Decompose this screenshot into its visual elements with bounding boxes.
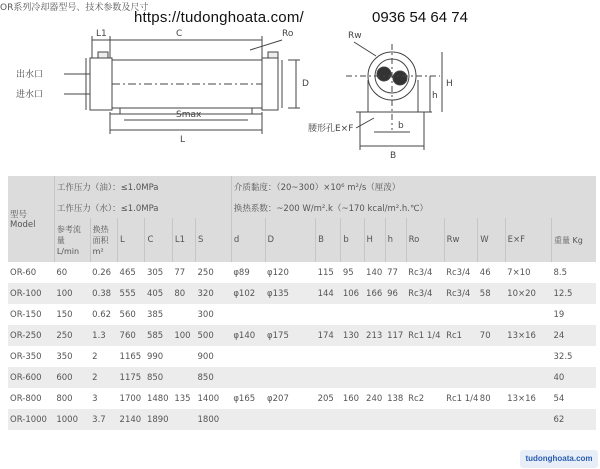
table-cell: 300 (196, 304, 232, 325)
table-cell (172, 367, 195, 388)
col-header: h (385, 218, 406, 262)
table-cell (505, 346, 551, 367)
table-cell: φ135 (265, 283, 316, 304)
table-cell: 19 (552, 304, 596, 325)
col-header: B (316, 218, 341, 262)
table-cell (341, 346, 364, 367)
table-cell (364, 367, 385, 388)
table-cell: 166 (364, 283, 385, 304)
table-cell (341, 304, 364, 325)
model-cell: OR-250 (8, 325, 54, 346)
dim-b: b (398, 121, 404, 131)
table-cell: 0.38 (90, 283, 117, 304)
table-cell: Rc1 (444, 325, 478, 346)
table-cell (385, 367, 406, 388)
table-row (8, 262, 596, 283)
table-row (8, 304, 596, 325)
col-header: C (145, 218, 172, 262)
col-header: E×F (505, 218, 551, 262)
table-cell: 58 (478, 283, 505, 304)
table-cell: 0.62 (90, 304, 117, 325)
table-cell: φ102 (231, 283, 265, 304)
dim-B: B (390, 151, 397, 161)
table-cell (364, 409, 385, 430)
table-cell: 12.5 (552, 283, 596, 304)
table-cell: 140 (364, 262, 385, 283)
outlet-label: 出水口 (16, 70, 44, 80)
table-cell: 1175 (118, 367, 145, 388)
table-cell (505, 304, 551, 325)
table-cell: 138 (385, 388, 406, 409)
table-cell (316, 304, 341, 325)
dim-D: D (302, 79, 309, 89)
model-header (8, 176, 54, 262)
table-cell: 60 (54, 262, 90, 283)
table-cell: 600 (54, 367, 90, 388)
table-cell: 106 (341, 283, 364, 304)
table-cell: Rc3/4 (444, 262, 478, 283)
spec-title: OR系列冷却器型号、技术参数及尺寸 (0, 3, 149, 13)
table-cell: φ175 (265, 325, 316, 346)
table-cell (505, 409, 551, 430)
pressure-oil: 工作压力（油）：≤1.0MPa (54, 176, 231, 197)
table-cell: 8.5 (552, 262, 596, 283)
table-cell: 46 (478, 262, 505, 283)
table-cell (406, 367, 444, 388)
table-cell: 54 (552, 388, 596, 409)
dim-H: H (446, 79, 453, 89)
table-cell: Rc1 1/4 (406, 325, 444, 346)
table-cell (341, 409, 364, 430)
table-cell (444, 304, 478, 325)
dim-C: C (176, 29, 183, 39)
table-cell (478, 367, 505, 388)
table-cell (444, 367, 478, 388)
table-cell (172, 409, 195, 430)
table-cell: 10×20 (505, 283, 551, 304)
table-cell: 130 (341, 325, 364, 346)
model-cell: OR-800 (8, 388, 54, 409)
col-header: S (196, 218, 232, 262)
table-cell: 1.3 (90, 325, 117, 346)
table-cell: 100 (54, 283, 90, 304)
dim-L: L (180, 135, 186, 145)
col-header: L1 (172, 218, 195, 262)
table-cell: 760 (118, 325, 145, 346)
table-cell (265, 409, 316, 430)
dim-L1: L1 (96, 29, 107, 39)
table-cell (341, 367, 364, 388)
table-cell: 900 (196, 346, 232, 367)
dim-Smax: Smax (176, 110, 202, 120)
table-cell (265, 346, 316, 367)
table-cell (316, 409, 341, 430)
table-cell (265, 367, 316, 388)
table-cell (364, 304, 385, 325)
viscosity: 介质黏度：（20~300）×10⁶ m²/s（厘泼） (231, 176, 596, 197)
table-cell: 405 (145, 283, 172, 304)
area-header: 换热面积 m² (90, 218, 117, 262)
table-cell: φ165 (231, 388, 265, 409)
dim-h: h (432, 91, 438, 101)
model-cell: OR-150 (8, 304, 54, 325)
table-cell: 1890 (145, 409, 172, 430)
table-row (8, 388, 596, 409)
table-cell: φ207 (265, 388, 316, 409)
table-cell (316, 367, 341, 388)
table-cell: 1000 (54, 409, 90, 430)
table-row (8, 409, 596, 430)
table-cell: φ120 (265, 262, 316, 283)
table-cell: 250 (196, 262, 232, 283)
col-header: Ro (406, 218, 444, 262)
model-label-en: Model (10, 220, 36, 230)
table-cell: 2140 (118, 409, 145, 430)
table-row (8, 346, 596, 367)
table-cell (478, 346, 505, 367)
table-cell: 2 (90, 367, 117, 388)
table-cell: 80 (478, 388, 505, 409)
weight-header: 重量 Kg (552, 218, 596, 262)
table-cell: 77 (385, 262, 406, 283)
table-cell (172, 304, 195, 325)
table-cell: Rc3/4 (406, 262, 444, 283)
table-cell: 800 (54, 388, 90, 409)
table-cell: 135 (172, 388, 195, 409)
table-cell: 174 (316, 325, 341, 346)
table-cell: 205 (316, 388, 341, 409)
col-header: L (118, 218, 145, 262)
table-cell: 80 (172, 283, 195, 304)
table-cell: 250 (54, 325, 90, 346)
table-cell: 62 (552, 409, 596, 430)
table-cell (444, 346, 478, 367)
table-cell: 1165 (118, 346, 145, 367)
website-url[interactable]: https://tudonghoata.com/ (134, 9, 304, 26)
table-cell (478, 409, 505, 430)
col-header: H (364, 218, 385, 262)
table-cell: 320 (196, 283, 232, 304)
table-cell: 585 (145, 325, 172, 346)
col-header: D (265, 218, 316, 262)
table-cell (231, 367, 265, 388)
table-cell: 144 (316, 283, 341, 304)
phone-number[interactable]: 0936 54 64 74 (372, 9, 468, 26)
inlet-label: 进水口 (16, 90, 44, 100)
table-row (8, 325, 596, 346)
pressure-water: 工作压力（水）：≤1.0MPa (54, 197, 231, 218)
table-cell: 305 (145, 262, 172, 283)
table-cell: Rc1 1/4 (444, 388, 478, 409)
watermark-logo: tudonghoata.com (520, 450, 598, 468)
model-cell: OR-60 (8, 262, 54, 283)
col-header: W (478, 218, 505, 262)
table-cell: φ89 (231, 262, 265, 283)
model-cell: OR-600 (8, 367, 54, 388)
table-cell: 160 (341, 388, 364, 409)
flow-header: 参考流量 L/min (54, 218, 90, 262)
model-cell: OR-1000 (8, 409, 54, 430)
table-cell: 1800 (196, 409, 232, 430)
model-label-cn: 型号 (10, 210, 28, 220)
table-cell (316, 346, 341, 367)
table-cell (231, 346, 265, 367)
col-header: b (341, 218, 364, 262)
table-cell: 1400 (196, 388, 232, 409)
spec-table-body (8, 262, 596, 430)
table-cell: 100 (172, 325, 195, 346)
dim-Rw: Rw (348, 31, 362, 41)
table-cell: 560 (118, 304, 145, 325)
table-cell (505, 367, 551, 388)
heat-coefficient: 换热系数：~200 W/m².k（~170 kcal/m².h.℃） (231, 197, 596, 218)
table-cell: 2 (90, 346, 117, 367)
table-cell (265, 304, 316, 325)
table-cell: 350 (54, 346, 90, 367)
table-cell: 13×16 (505, 388, 551, 409)
table-cell: 0.26 (90, 262, 117, 283)
table-cell: 213 (364, 325, 385, 346)
table-cell: 555 (118, 283, 145, 304)
model-cell: OR-350 (8, 346, 54, 367)
table-cell (444, 409, 478, 430)
table-cell: Rc2 (406, 388, 444, 409)
table-cell: 990 (145, 346, 172, 367)
table-cell: 3 (90, 388, 117, 409)
table-cell: 150 (54, 304, 90, 325)
table-cell: 13×16 (505, 325, 551, 346)
table-cell: 77 (172, 262, 195, 283)
table-cell (385, 346, 406, 367)
table-cell: 240 (364, 388, 385, 409)
col-header: d (231, 218, 265, 262)
table-cell: 40 (552, 367, 596, 388)
table-cell: Rc3/4 (444, 283, 478, 304)
table-cell: Rc3/4 (406, 283, 444, 304)
slot-label: 腰形孔E×F (308, 124, 354, 134)
table-cell: 1700 (118, 388, 145, 409)
table-cell (406, 304, 444, 325)
table-cell (364, 346, 385, 367)
dim-Ro: Ro (282, 29, 294, 39)
table-row (8, 367, 596, 388)
table-cell: 96 (385, 283, 406, 304)
table-cell (231, 304, 265, 325)
table-cell (172, 346, 195, 367)
table-cell: 850 (196, 367, 232, 388)
model-cell: OR-100 (8, 283, 54, 304)
table-cell (406, 409, 444, 430)
table-cell: φ140 (231, 325, 265, 346)
table-cell (385, 304, 406, 325)
table-cell: 70 (478, 325, 505, 346)
table-cell: 32.5 (552, 346, 596, 367)
table-cell: 385 (145, 304, 172, 325)
table-cell: 95 (341, 262, 364, 283)
cooler-drawing (0, 0, 600, 170)
table-cell: 1480 (145, 388, 172, 409)
table-cell (406, 346, 444, 367)
table-cell: 850 (145, 367, 172, 388)
table-cell (478, 304, 505, 325)
table-cell: 465 (118, 262, 145, 283)
table-cell: 500 (196, 325, 232, 346)
table-cell: 115 (316, 262, 341, 283)
spec-table (8, 176, 596, 430)
table-cell: 3.7 (90, 409, 117, 430)
col-header: Rw (444, 218, 478, 262)
table-row (8, 283, 596, 304)
table-cell: 117 (385, 325, 406, 346)
table-cell: 7×10 (505, 262, 551, 283)
table-cell (385, 409, 406, 430)
table-cell (231, 409, 265, 430)
table-cell: 24 (552, 325, 596, 346)
